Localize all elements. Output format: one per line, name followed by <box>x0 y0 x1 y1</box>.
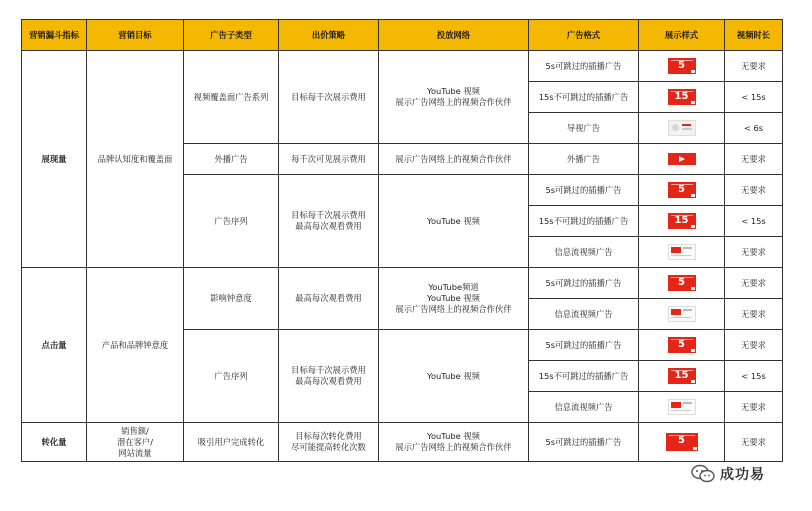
duration-cell: 无要求 <box>725 330 783 361</box>
ad-preview-skippable-icon: 5 <box>666 433 698 451</box>
duration-cell: 无要求 <box>725 392 783 423</box>
duration-cell: 无要求 <box>725 423 783 462</box>
format-cell: 外播广告 <box>529 144 639 175</box>
duration-cell: 无要求 <box>725 268 783 299</box>
ad-preview-infeed-icon <box>668 399 696 415</box>
style-cell <box>639 237 725 268</box>
ad-preview-bumper-icon <box>668 120 696 136</box>
duration-cell: 无要求 <box>725 51 783 82</box>
style-cell <box>639 51 725 82</box>
bid-cell: 目标每千次展示费用 <box>279 51 379 144</box>
funnel-cell: 点击量 <box>22 268 87 423</box>
table-row <box>22 268 783 299</box>
bid-cell: 目标每千次展示费用 最高每次观看费用 <box>279 330 379 423</box>
bid-cell: 最高每次观看费用 <box>279 268 379 330</box>
network-cell: YouTube 视频 <box>379 175 529 268</box>
goal-cell: 销售额/ 潜在客户/ 网站流量 <box>87 423 184 462</box>
watermark <box>690 463 790 485</box>
style-cell <box>639 113 725 144</box>
ad-preview-nonskippable-icon: 15 <box>668 89 696 105</box>
ad-preview-nonskippable-icon: 15 <box>668 368 696 384</box>
duration-cell: 无要求 <box>725 144 783 175</box>
header-duration: 视频时长 <box>725 20 783 51</box>
format-cell: 信息流视频广告 <box>529 299 639 330</box>
duration-cell: < 15s <box>725 361 783 392</box>
duration-cell: 无要求 <box>725 299 783 330</box>
ad-strategy-table <box>21 19 783 462</box>
ad-preview-infeed-icon <box>668 244 696 260</box>
format-cell: 导视广告 <box>529 113 639 144</box>
style-cell <box>639 423 725 462</box>
subtype-cell: 广告序列 <box>184 330 279 423</box>
format-cell: 5s可跳过的插播广告 <box>529 51 639 82</box>
header-network: 投放网络 <box>379 20 529 51</box>
funnel-cell: 展现量 <box>22 51 87 268</box>
duration-cell: 无要求 <box>725 175 783 206</box>
network-cell: YouTube频道 YouTube 视频 展示广告网络上的视频合作伙伴 <box>379 268 529 330</box>
ad-preview-outstream-icon <box>668 153 696 165</box>
subtype-cell: 吸引用户完成转化 <box>184 423 279 462</box>
style-cell <box>639 82 725 113</box>
style-cell <box>639 392 725 423</box>
style-cell <box>639 361 725 392</box>
subtype-cell: 广告序列 <box>184 175 279 268</box>
subtype-cell: 视频覆盖面广告系列 <box>184 51 279 144</box>
ad-preview-skippable-icon: 5 <box>668 58 696 74</box>
funnel-cell: 转化量 <box>22 423 87 462</box>
bid-cell: 目标每次转化费用 尽可能提高转化次数 <box>279 423 379 462</box>
table-row <box>22 51 783 82</box>
ad-preview-infeed-icon <box>668 306 696 322</box>
duration-cell: < 15s <box>725 206 783 237</box>
style-cell <box>639 175 725 206</box>
network-cell: 展示广告网络上的视频合作伙伴 <box>379 144 529 175</box>
style-cell <box>639 144 725 175</box>
watermark-text: 成功易 <box>720 467 765 483</box>
subtype-cell: 外播广告 <box>184 144 279 175</box>
style-cell <box>639 299 725 330</box>
format-cell: 5s可跳过的插播广告 <box>529 330 639 361</box>
format-cell: 信息流视频广告 <box>529 392 639 423</box>
bid-cell: 每千次可见展示费用 <box>279 144 379 175</box>
format-cell: 15s不可跳过的插播广告 <box>529 361 639 392</box>
table-row <box>22 423 783 462</box>
network-cell: YouTube 视频 展示广告网络上的视频合作伙伴 <box>379 51 529 144</box>
format-cell: 5s可跳过的插播广告 <box>529 423 639 462</box>
ad-preview-skippable-icon: 5 <box>668 182 696 198</box>
format-cell: 5s可跳过的插播广告 <box>529 175 639 206</box>
subtype-cell: 影响钟意度 <box>184 268 279 330</box>
network-cell: YouTube 视频 展示广告网络上的视频合作伙伴 <box>379 423 529 462</box>
duration-cell: 无要求 <box>725 237 783 268</box>
header-row <box>22 20 783 51</box>
header-style: 展示样式 <box>639 20 725 51</box>
goal-cell: 品牌认知度和覆盖面 <box>87 51 184 268</box>
header-subtype: 广告子类型 <box>184 20 279 51</box>
ad-preview-skippable-icon: 5 <box>668 337 696 353</box>
bid-cell: 目标每千次展示费用 最高每次观看费用 <box>279 175 379 268</box>
style-cell <box>639 268 725 299</box>
format-cell: 5s可跳过的插播广告 <box>529 268 639 299</box>
style-cell <box>639 206 725 237</box>
header-goal: 营销目标 <box>87 20 184 51</box>
format-cell: 15s不可跳过的插播广告 <box>529 82 639 113</box>
format-cell: 信息流视频广告 <box>529 237 639 268</box>
goal-cell: 产品和品牌钟意度 <box>87 268 184 423</box>
header-bid: 出价策略 <box>279 20 379 51</box>
duration-cell: < 15s <box>725 82 783 113</box>
format-cell: 15s不可跳过的插播广告 <box>529 206 639 237</box>
duration-cell: < 6s <box>725 113 783 144</box>
network-cell: YouTube 视频 <box>379 330 529 423</box>
wechat-logo-icon <box>690 464 716 484</box>
ad-preview-skippable-icon: 5 <box>668 275 696 291</box>
header-format: 广告格式 <box>529 20 639 51</box>
style-cell <box>639 330 725 361</box>
ad-preview-nonskippable-icon: 15 <box>668 213 696 229</box>
header-funnel: 营销漏斗指标 <box>22 20 87 51</box>
